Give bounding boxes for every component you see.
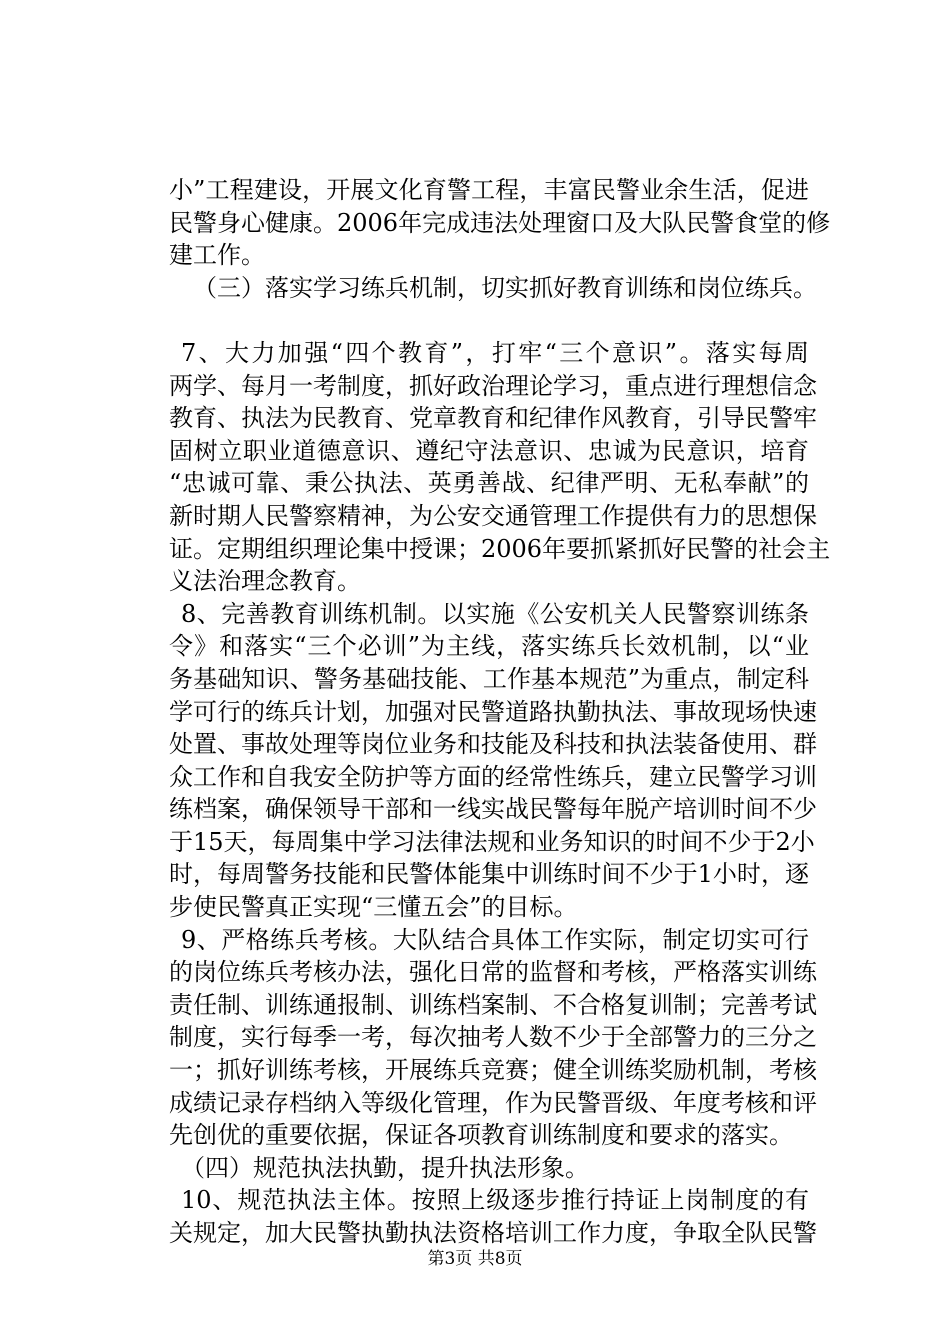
- text-line: 义法治理念教育。: [169, 567, 361, 596]
- text-line: 小”工程建设，开展文化育警工程，丰富民警业余生活，促进: [169, 176, 809, 204]
- text-line: 于15天，每周集中学习法律法规和业务知识的时间不少于2小: [169, 827, 815, 856]
- section-heading: （四）规范执法执勤，提升执法形象。: [181, 1153, 589, 1182]
- text-line: 新时期人民警察精神，为公安交通管理工作提供有力的思想保: [169, 501, 817, 530]
- text-line: 学可行的练兵计划，加强对民警道路执勤执法、事故现场快速: [169, 697, 817, 726]
- text-line: 固树立职业道德意识、遵纪守法意识、忠诚为民意识，培育: [169, 436, 809, 465]
- text-line: 关规定，加大民警执勤执法资格培训工作力度，争取全队民警: [169, 1219, 817, 1247]
- text-line: 时，每周警务技能和民警体能集中训练时间不少于1小时，逐: [169, 860, 809, 889]
- text-line: 务基础知识、警务基础技能、工作基本规范”为重点，制定科: [169, 664, 809, 693]
- text-line: 步使民警真正实现“三懂五会”的目标。: [169, 893, 578, 922]
- text-line: “忠诚可靠、秉公执法、英勇善战、纪律严明、无私奉献”的: [169, 469, 809, 498]
- text-line: 众工作和自我安全防护等方面的经常性练兵，建立民警学习训: [169, 762, 817, 791]
- text-line: 建工作。: [169, 241, 265, 270]
- page-number-footer: 第3页 共8页: [427, 1249, 523, 1269]
- section-heading: （三）落实学习练兵机制，切实抓好教育训练和岗位练兵。: [193, 273, 817, 302]
- paragraph-start: 7、大力加强“四个教育”，打牢“三个意识”。落实每周: [181, 338, 809, 367]
- paragraph-start: 9、严格练兵考核。大队结合具体工作实际，制定切实可行: [181, 925, 809, 954]
- paragraph-start: 8、完善教育训练机制。以实施《公安机关人民警察训练条: [181, 599, 809, 628]
- text-line: 一；抓好训练考核，开展练兵竞赛；健全训练奖励机制，考核: [169, 1056, 817, 1085]
- text-line: 两学、每月一考制度，抓好政治理论学习，重点进行理想信念: [169, 371, 817, 400]
- text-line: 处置、事故处理等岗位业务和技能及科技和执法装备使用、群: [169, 730, 817, 759]
- blank-line: [169, 304, 809, 337]
- document-body: [169, 174, 831, 1250]
- text-line: 责任制、训练通报制、训练档案制、不合格复训制；完善考试: [169, 990, 817, 1019]
- text-line: 证。定期组织理论集中授课；2006年要抓紧抓好民警的社会主: [169, 534, 831, 563]
- text-line: 制度，实行每季一考，每次抽考人数不少于全部警力的三分之: [169, 1023, 817, 1052]
- text-line: 的岗位练兵考核办法，强化日常的监督和考核，严格落实训练: [169, 958, 817, 987]
- text-line: 令》和落实“三个必训”为主线，落实练兵长效机制，以“业: [169, 632, 809, 661]
- text-line: 成绩记录存档纳入等级化管理，作为民警晋级、年度考核和评: [169, 1088, 817, 1117]
- text-line: 教育、执法为民教育、党章教育和纪律作风教育，引导民警牢: [169, 404, 817, 433]
- text-line: 先创优的重要依据，保证各项教育训练制度和要求的落实。: [169, 1121, 793, 1150]
- text-line: 民警身心健康。2006年完成违法处理窗口及大队民警食堂的修: [169, 208, 831, 237]
- paragraph-start: 10、规范执法主体。按照上级逐步推行持证上岗制度的有: [181, 1186, 809, 1215]
- text-line: 练档案，确保领导干部和一线实战民警每年脱产培训时间不少: [169, 795, 817, 824]
